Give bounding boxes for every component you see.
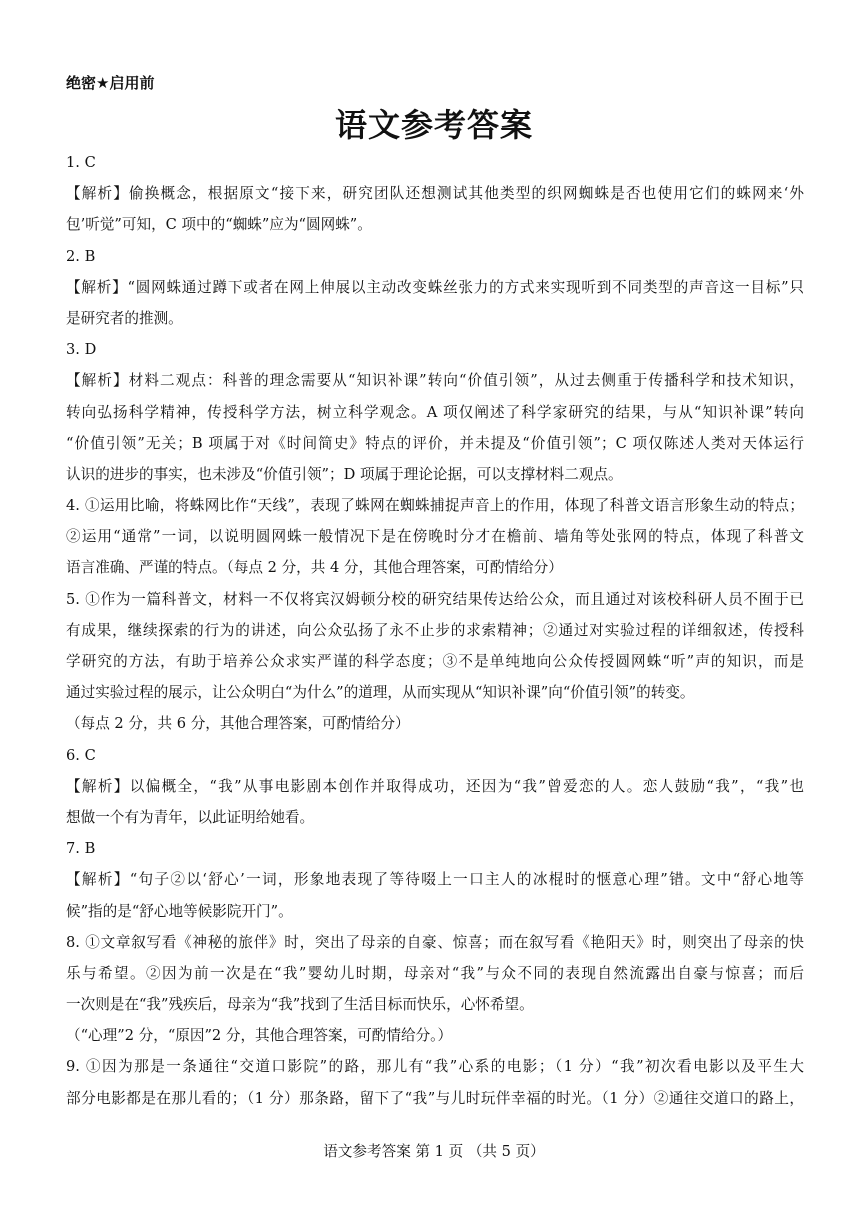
text-line: 是研究者的推测。 xyxy=(66,309,183,327)
text-line: 8. ①文章叙写看《神秘的旅伴》时，突出了母亲的自豪、惊喜；而在叙写看《艳阳天》时，则突出了母亲的快 xyxy=(66,933,804,951)
text-line: 【解析】材料二观点：科普的理念需要从“知识补课”转向“价值引领”，从过去侧重于传播科学和技术知识， xyxy=(66,372,804,390)
text-line: 一次则是在“我”残疾后，母亲为“我”找到了生活目标而快乐，心怀希望。 xyxy=(66,996,534,1014)
text-line: 5. ①作为一篇科普文，材料一不仅将宾汉姆顿分校的研究结果传达给公众，而且通过对该校科研人员不囿于已 xyxy=(66,590,804,608)
text-line: （每点 2 分，共 6 分，其他合理答案，可酌情给分） xyxy=(66,715,410,733)
text-line: 2. B xyxy=(66,247,96,265)
text-line: 3. D xyxy=(66,341,97,359)
text-line: 6. C xyxy=(66,746,96,764)
text-line: 认识的进步的事实，也未涉及“价值引领”；D 项属于理论论据，可以支撑材料二观点。 xyxy=(66,465,623,483)
text-line: 【解析】偷换概念，根据原文“接下来，研究团队还想测试其他类型的织网蜘蛛是否也使用它们的蛛网来‘外 xyxy=(66,185,804,203)
text-line: 乐与希望。②因为前一次是在“我”婴幼儿时期，母亲对“我”与众不同的表现自然流露出自豪与惊喜；而后 xyxy=(66,964,804,982)
text-line: 1. C xyxy=(66,154,96,171)
text-line: 【解析】“句子②以‘舒心’一词，形象地表现了等待啜上一口主人的冰棍时的惬意心理”错。文中“舒心地等 xyxy=(66,871,804,889)
text-line: 有成果，继续探索的行为的讲述，向公众弘扬了永不止步的求索精神；②通过对实验过程的详细叙述，传授科 xyxy=(66,621,804,639)
text-line: 部分电影都是在那儿看的；（1 分）那条路，留下了“我”与儿时玩伴幸福的时光。（1 分）②通往交道口的路上， xyxy=(66,1089,804,1107)
text-line: 包’听觉”可知，C 项中的“蜘蛛”应为“圆网蛛”。 xyxy=(66,216,372,234)
page-title: 语文参考答案 xyxy=(334,106,533,144)
text-line: 7. B xyxy=(66,840,96,858)
text-line: 想做一个有为青年，以此证明给她看。 xyxy=(66,808,315,826)
page-footer: 语文参考答案 第 1 页 （共 5 页） xyxy=(323,1143,545,1160)
text-line: 转向弘扬科学精神，传授科学方法，树立科学观念。A 项仅阐述了科学家研究的结果，与从“知识补课”转向 xyxy=(66,403,804,421)
text-line: “价值引领”无关；B 项属于对《时间简史》特点的评价，并未提及“价值引领”；C 项仅陈述人类对天体运行 xyxy=(66,434,804,452)
text-line: 学研究的方法，有助于培养公众求实严谨的科学态度；③不是单纯地向公众传授圆网蛛“听”声的知识，而是 xyxy=(66,653,804,670)
text-line: （“心理”2 分，“原因”2 分，其他合理答案，可酌情给分。） xyxy=(66,1027,453,1045)
text-line: 9. ①因为那是一条通往“交道口影院”的路，那儿有“我”心系的电影；（1 分）“我”初次看电影以及平生大 xyxy=(66,1058,804,1076)
answer-content xyxy=(66,147,804,1114)
text-line: 候”指的是“舒心地等候影院开门”。 xyxy=(66,902,293,920)
text-line: 【解析】“圆网蛛通过蹲下或者在网上伸展以主动改变蛛丝张力的方式来实现听到不同类型的声音这一目标”只 xyxy=(66,278,804,296)
text-line: 【解析】以偏概全，“我”从事电影剧本创作并取得成功，还因为“我”曾爱恋的人。恋人鼓励“我”，“我”也 xyxy=(66,777,804,795)
secret-label: 绝密★启用前 xyxy=(66,74,155,92)
text-line: 4. ①运用比喻，将蛛网比作“天线”，表现了蛛网在蜘蛛捕捉声音上的作用，体现了科普文语言形象生动的特点； xyxy=(66,497,804,515)
text-line: 语言准确、严谨的特点。（每点 2 分，共 4 分，其他合理答案，可酌情给分） xyxy=(66,559,563,577)
text-line: 通过实验过程的展示，让公众明白“为什么”的道理，从而实现从“知识补课”向“价值引领”的转变。 xyxy=(66,684,695,702)
text-line: ②运用“通常”一词，以说明圆网蛛一般情况下是在傍晚时分才在檐前、墙角等处张网的特点，体现了科普文 xyxy=(66,528,804,546)
